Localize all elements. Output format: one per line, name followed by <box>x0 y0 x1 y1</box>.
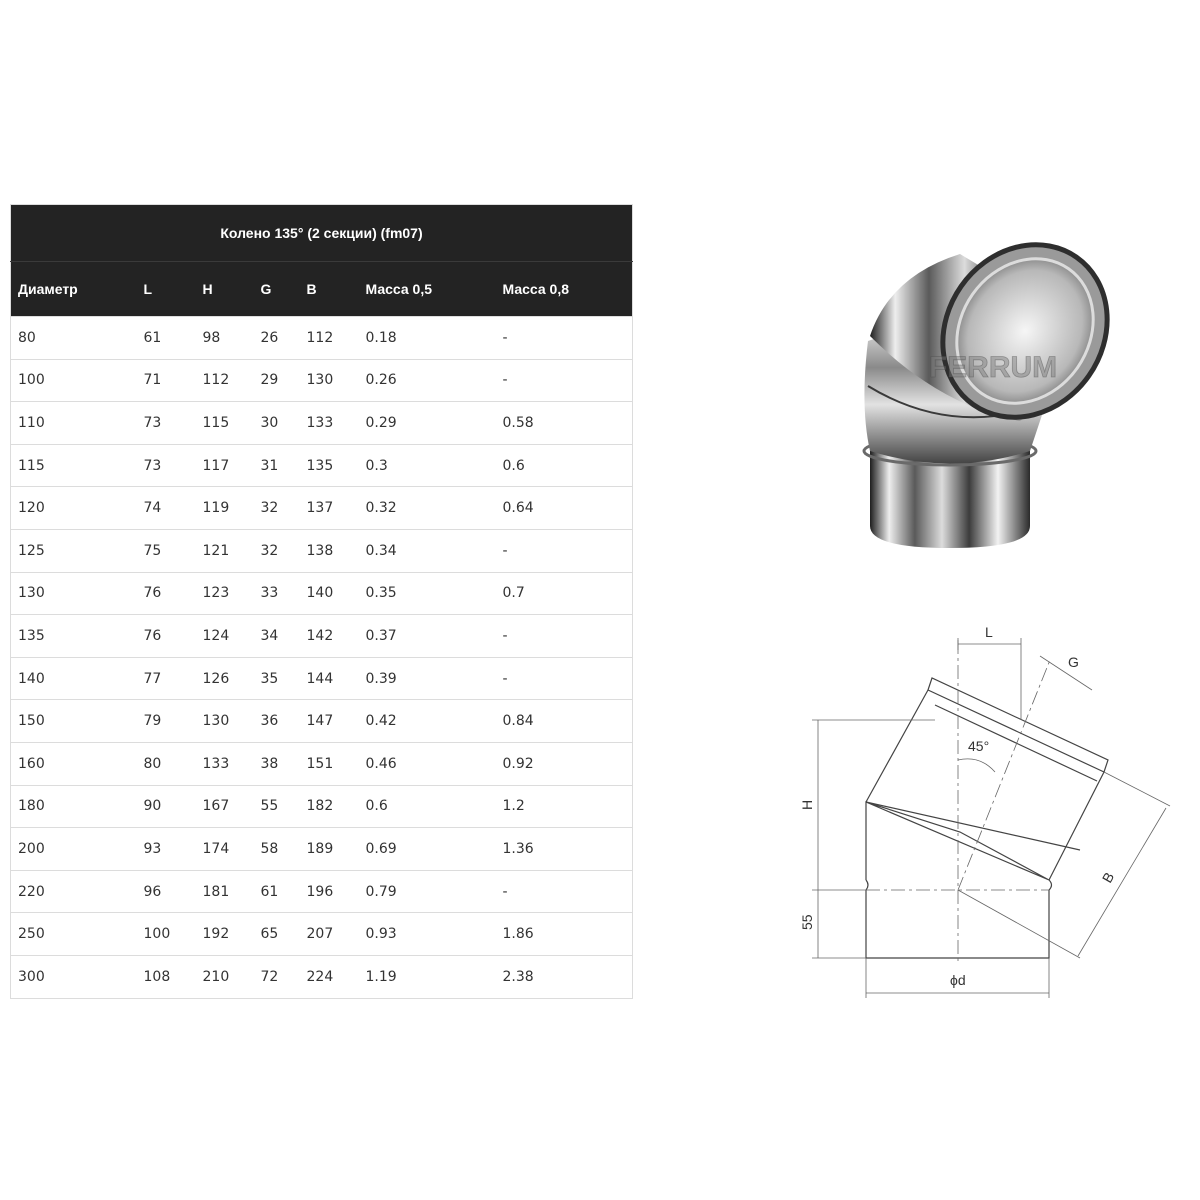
table-cell: - <box>496 359 633 402</box>
table-cell: 0.35 <box>359 572 496 615</box>
table-cell: 0.26 <box>359 359 496 402</box>
table-cell: 2.38 <box>496 955 633 998</box>
table-row <box>11 955 633 998</box>
table-cell: 0.6 <box>496 444 633 487</box>
table-cell: 130 <box>300 359 359 402</box>
table-cell: 0.69 <box>359 828 496 871</box>
table-title: Колено 135° (2 секции) (fm07) <box>11 205 633 262</box>
table-cell: 0.37 <box>359 615 496 658</box>
table-cell: 160 <box>11 742 137 785</box>
table-cell: 33 <box>254 572 300 615</box>
table-cell: 115 <box>196 402 254 445</box>
table-cell: 74 <box>137 487 196 530</box>
drawing-upper-bead <box>928 678 1108 781</box>
table-cell: 34 <box>254 615 300 658</box>
table-cell: 1.2 <box>496 785 633 828</box>
table-row <box>11 785 633 828</box>
drawing-seam-line <box>866 802 1080 850</box>
dim-B-ext-top <box>1104 772 1170 806</box>
table-title-row <box>11 205 633 262</box>
table-cell: 0.6 <box>359 785 496 828</box>
table-header-row <box>11 262 633 317</box>
table-cell: 0.84 <box>496 700 633 743</box>
table-cell: 71 <box>137 359 196 402</box>
table-cell: 61 <box>254 870 300 913</box>
table-cell: 30 <box>254 402 300 445</box>
table-cell: 110 <box>11 402 137 445</box>
table-cell: 80 <box>137 742 196 785</box>
table-cell: 1.36 <box>496 828 633 871</box>
table-cell: 73 <box>137 402 196 445</box>
table-cell: 75 <box>137 529 196 572</box>
dim-H-label: H <box>799 799 815 810</box>
table-cell: 90 <box>137 785 196 828</box>
table-cell: 133 <box>196 742 254 785</box>
technical-drawing <box>790 618 1180 1018</box>
table-cell: 150 <box>11 700 137 743</box>
table-row <box>11 572 633 615</box>
table-row <box>11 742 633 785</box>
table-cell: 123 <box>196 572 254 615</box>
table-cell: 0.58 <box>496 402 633 445</box>
table-cell: - <box>496 529 633 572</box>
spec-table <box>10 204 633 999</box>
table-cell: 207 <box>300 913 359 956</box>
table-cell: 32 <box>254 529 300 572</box>
table-cell: 167 <box>196 785 254 828</box>
dim-B-ext-bottom <box>958 890 1080 958</box>
table-cell: 0.93 <box>359 913 496 956</box>
table-cell: 130 <box>11 572 137 615</box>
table-cell: 144 <box>300 657 359 700</box>
brand-watermark: FERRUM <box>928 351 1058 384</box>
table-cell: 0.32 <box>359 487 496 530</box>
table-cell: - <box>496 657 633 700</box>
table-cell: 100 <box>137 913 196 956</box>
column-header: L <box>137 262 196 317</box>
table-cell: 100 <box>11 359 137 402</box>
table-cell: 76 <box>137 615 196 658</box>
table-cell: 151 <box>300 742 359 785</box>
table-cell: 0.18 <box>359 317 496 360</box>
table-cell: 196 <box>300 870 359 913</box>
table-row <box>11 828 633 871</box>
dim-55-label: 55 <box>799 914 815 930</box>
dim-L-label: L <box>985 624 993 640</box>
column-header: B <box>300 262 359 317</box>
table-cell: 108 <box>137 955 196 998</box>
table-cell: 137 <box>300 487 359 530</box>
column-header: G <box>254 262 300 317</box>
table-cell: 140 <box>11 657 137 700</box>
table-cell: 80 <box>11 317 137 360</box>
dim-G-line <box>1040 656 1092 690</box>
table-cell: 31 <box>254 444 300 487</box>
column-header: Масса 0,8 <box>496 262 633 317</box>
table-cell: 0.7 <box>496 572 633 615</box>
table-cell: 0.3 <box>359 444 496 487</box>
table-cell: 32 <box>254 487 300 530</box>
table-cell: 112 <box>196 359 254 402</box>
table-cell: 210 <box>196 955 254 998</box>
table-cell: 125 <box>11 529 137 572</box>
table-cell: 79 <box>137 700 196 743</box>
column-header: Диаметр <box>11 262 137 317</box>
table-row <box>11 700 633 743</box>
table-cell: 26 <box>254 317 300 360</box>
table-cell: 115 <box>11 444 137 487</box>
table-cell: 147 <box>300 700 359 743</box>
table-cell: 250 <box>11 913 137 956</box>
table-cell: - <box>496 615 633 658</box>
table-cell: 58 <box>254 828 300 871</box>
table-row <box>11 870 633 913</box>
table-cell: 77 <box>137 657 196 700</box>
table-cell: 65 <box>254 913 300 956</box>
table-cell: 138 <box>300 529 359 572</box>
dim-angle-label: 45° <box>968 738 990 754</box>
table-cell: 0.39 <box>359 657 496 700</box>
table-cell: 189 <box>300 828 359 871</box>
table-cell: 36 <box>254 700 300 743</box>
table-cell: 1.86 <box>496 913 633 956</box>
table-cell: 38 <box>254 742 300 785</box>
table-cell: 0.64 <box>496 487 633 530</box>
table-cell: 142 <box>300 615 359 658</box>
table-cell: 1.19 <box>359 955 496 998</box>
table-cell: 0.79 <box>359 870 496 913</box>
table-cell: 55 <box>254 785 300 828</box>
table-cell: 200 <box>11 828 137 871</box>
table-cell: 61 <box>137 317 196 360</box>
table-cell: 117 <box>196 444 254 487</box>
table-cell: 76 <box>137 572 196 615</box>
table-cell: 0.29 <box>359 402 496 445</box>
table-row <box>11 657 633 700</box>
column-header: H <box>196 262 254 317</box>
table-cell: 140 <box>300 572 359 615</box>
table-cell: 300 <box>11 955 137 998</box>
table-cell: 192 <box>196 913 254 956</box>
table-cell: - <box>496 870 633 913</box>
table-row <box>11 615 633 658</box>
product-photo <box>850 236 1120 556</box>
table-body <box>11 317 633 999</box>
table-row <box>11 444 633 487</box>
drawing-lower-outline <box>866 890 1049 958</box>
table-cell: 120 <box>11 487 137 530</box>
table-cell: 182 <box>300 785 359 828</box>
table-cell: - <box>496 317 633 360</box>
table-cell: 135 <box>11 615 137 658</box>
table-cell: 0.42 <box>359 700 496 743</box>
table-cell: 98 <box>196 317 254 360</box>
dim-G-label: G <box>1068 654 1079 670</box>
table-cell: 72 <box>254 955 300 998</box>
table-cell: 29 <box>254 359 300 402</box>
table-cell: 174 <box>196 828 254 871</box>
table-cell: 135 <box>300 444 359 487</box>
table-row <box>11 529 633 572</box>
table-cell: 181 <box>196 870 254 913</box>
table-row <box>11 359 633 402</box>
table-cell: 133 <box>300 402 359 445</box>
table-cell: 0.46 <box>359 742 496 785</box>
table-cell: 121 <box>196 529 254 572</box>
table-row <box>11 317 633 360</box>
dim-B-line <box>1078 808 1166 956</box>
table-row <box>11 402 633 445</box>
column-header: Масса 0,5 <box>359 262 496 317</box>
table-cell: 35 <box>254 657 300 700</box>
table-row <box>11 487 633 530</box>
table-cell: 224 <box>300 955 359 998</box>
table-cell: 124 <box>196 615 254 658</box>
table-cell: 0.34 <box>359 529 496 572</box>
table-cell: 119 <box>196 487 254 530</box>
table-row <box>11 913 633 956</box>
dim-B-label: B <box>1098 869 1118 886</box>
dim-angle-arc <box>958 759 995 772</box>
table-cell: 112 <box>300 317 359 360</box>
drawing-middle-outline <box>866 802 1049 880</box>
drawing-upper-outline <box>866 690 1104 880</box>
table-cell: 180 <box>11 785 137 828</box>
table-cell: 220 <box>11 870 137 913</box>
dim-d-label: ϕd <box>950 972 966 988</box>
table-cell: 73 <box>137 444 196 487</box>
table-cell: 130 <box>196 700 254 743</box>
table-cell: 93 <box>137 828 196 871</box>
table-cell: 0.92 <box>496 742 633 785</box>
table-cell: 96 <box>137 870 196 913</box>
table-cell: 126 <box>196 657 254 700</box>
